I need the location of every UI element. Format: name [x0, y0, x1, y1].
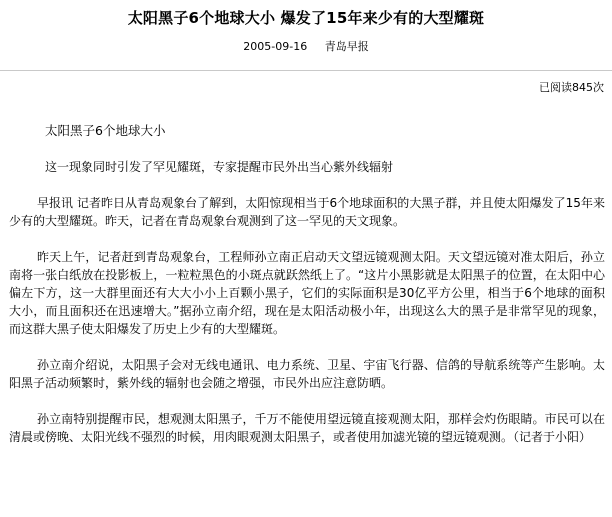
article-source: 青岛早报 [324, 40, 369, 53]
article-meta [0, 40, 612, 54]
article-paragraph-3: 孙立南介绍说，太阳黑子会对无线电通讯、电力系统、卫星、宇宙飞行器、信鸽的导航系统等产生影响。太阳黑子活动频繁时，紫外线的辐射也会随之增强，市民外出应注意防晒。 [9, 358, 605, 390]
header-divider [0, 70, 612, 71]
article-paragraph-4: 孙立南特别提醒市民，想观测太阳黑子，千万不能使用望远镜直接观测太阳，那样会灼伤眼睛。市民可以在清晨或傍晚、太阳光线不强烈的时候，用肉眼观测太阳黑子，或者使用加滤光镜的望远镜观测。（记者于小阳） [9, 412, 605, 444]
article-date: 2005-09-16 [243, 40, 308, 53]
article-paragraph-2: 昨天上午，记者赶到青岛观象台，工程师孙立南正启动天文望远镜观测太阳。天文望远镜对准太阳后，孙立南将一张白纸放在投影板上，一粒粒黑色的小斑点就跃然纸上了。“这片小黑影就是太阳黑子的位置，在太阳中心偏左下方，这一大群里面还有大大小小上百颗小黑子，它们的实际面积是30亿平方公里，相当于6个地球的面积大小，而且面积还在迅速增大。”据孙立南介绍，现在是太阳活动极小年，出现这么大的黑子是非常罕见的现象，而这群大黑子使太阳爆发了历史上少有的大型耀斑。 [9, 250, 605, 336]
read-count: 已阅读845次 [539, 81, 604, 94]
article-subhead: 太阳黑子6个地球大小 [45, 123, 166, 138]
article-lead: 这一现象同时引发了罕见耀斑，专家提醒市民外出当心紫外线辐射 [45, 160, 394, 174]
article-paragraph-1: 早报讯 记者昨日从青岛观象台了解到，太阳惊现相当于6个地球面积的大黑子群，并且使太阳爆发了15年来少有的大型耀斑。昨天，记者在青岛观象台观测到了这一罕见的天文现象。 [9, 196, 605, 228]
article-title: 太阳黑子6个地球大小 爆发了15年来少有的大型耀斑 [127, 9, 485, 27]
article-body [9, 122, 605, 464]
